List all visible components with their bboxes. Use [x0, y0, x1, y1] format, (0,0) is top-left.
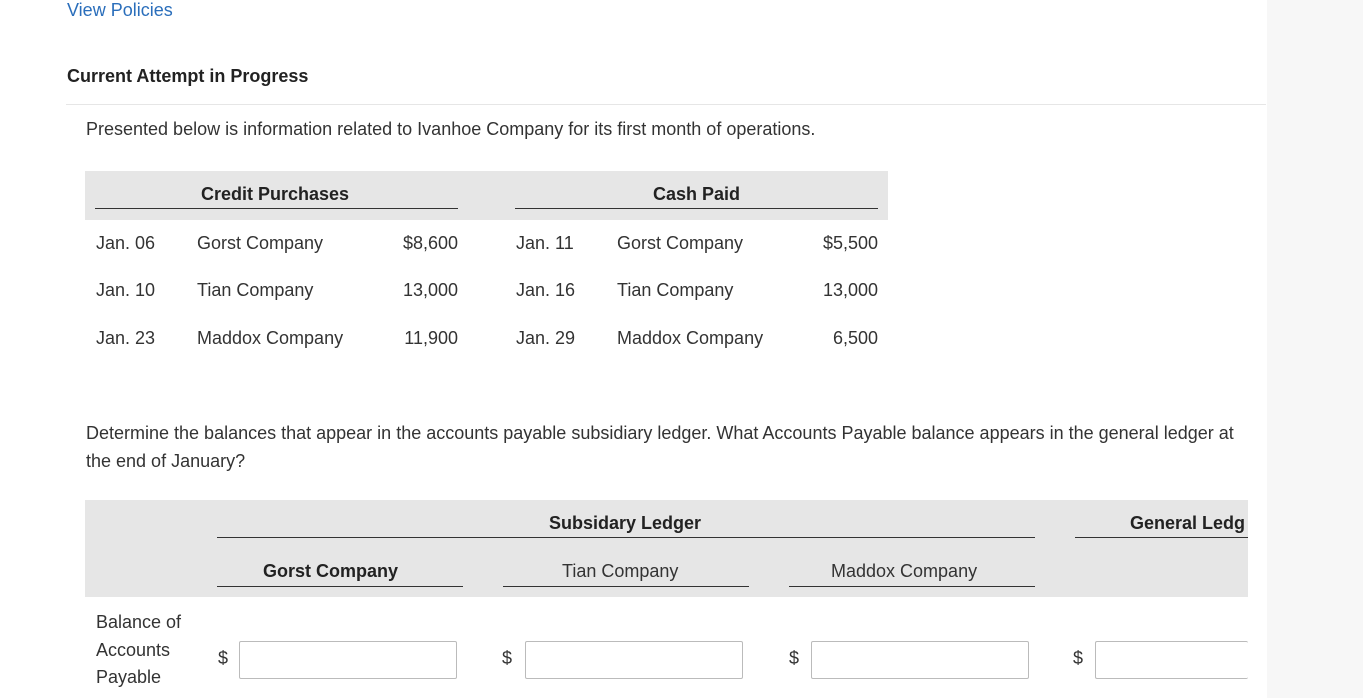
purchase-amount: 13,000	[402, 280, 458, 300]
purchase-date: Jan. 10	[96, 280, 156, 300]
question-text: Determine the balances that appear in the accounts payable subsidiary ledger. What Accounts Payable balance appears in the general ledger at the end of January?	[86, 423, 1234, 471]
purchase-company: Maddox Company	[197, 328, 344, 348]
tian-balance-input[interactable]	[525, 641, 743, 679]
general-ledger-header: General Ledg	[1130, 513, 1246, 533]
maddox-company-column-header: Maddox Company	[831, 561, 978, 581]
purchase-date: Jan. 23	[96, 328, 156, 348]
cash-company: Tian Company	[617, 280, 734, 300]
cash-date: Jan. 16	[516, 280, 576, 300]
cash-date: Jan. 29	[516, 328, 576, 348]
cash-amount: 13,000	[822, 280, 878, 300]
dollar-sign: $	[789, 648, 800, 668]
maddox-company-underline	[789, 586, 1035, 587]
tian-company-column-header: Tian Company	[562, 561, 679, 581]
cash-company: Gorst Company	[617, 233, 744, 253]
credit-purchases-underline	[95, 208, 458, 209]
maddox-balance-input[interactable]	[811, 641, 1029, 679]
cash-paid-underline	[515, 208, 878, 209]
purchase-company: Tian Company	[197, 280, 314, 300]
cash-paid-header: Cash Paid	[653, 184, 741, 204]
cash-amount: 6,500	[832, 328, 878, 348]
attempt-status: Current Attempt in Progress	[67, 66, 309, 86]
gorst-company-underline	[217, 586, 463, 587]
purchase-amount: $8,600	[402, 233, 458, 253]
general-ledger-underline	[1075, 537, 1248, 538]
purchase-date: Jan. 06	[96, 233, 156, 253]
tian-company-underline	[503, 586, 749, 587]
purchase-company: Gorst Company	[197, 233, 324, 253]
dollar-sign: $	[218, 648, 229, 668]
problem-intro: Presented below is information related to Ivanhoe Company for its first month of operations.	[86, 119, 816, 139]
right-gutter	[1267, 0, 1363, 698]
gorst-balance-input[interactable]	[239, 641, 457, 679]
balance-row-label: Balance of Accounts Payable	[96, 612, 182, 687]
purchase-amount: 11,900	[404, 328, 458, 348]
view-policies-link[interactable]: View Policies	[67, 0, 173, 20]
credit-purchases-header: Credit Purchases	[201, 184, 350, 204]
general-ledger-balance-input[interactable]	[1095, 641, 1248, 679]
cash-date: Jan. 11	[516, 233, 574, 253]
divider	[66, 104, 1266, 105]
cash-company: Maddox Company	[617, 328, 764, 348]
gorst-company-column-header: Gorst Company	[263, 561, 399, 581]
subsidiary-ledger-header: Subsidary Ledger	[549, 513, 702, 533]
dollar-sign: $	[1073, 648, 1084, 668]
cash-amount: $5,500	[822, 233, 878, 253]
subsidiary-ledger-underline	[217, 537, 1035, 538]
dollar-sign: $	[502, 648, 513, 668]
